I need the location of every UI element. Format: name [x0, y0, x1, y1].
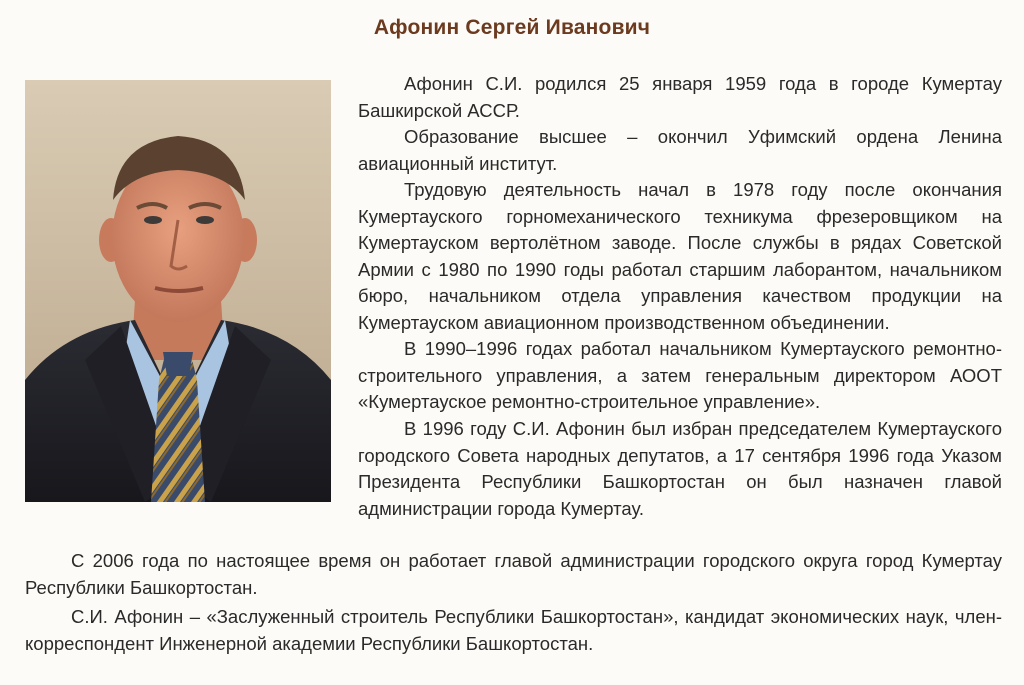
paragraph-1990-1996: В 1990–1996 годах работал начальником Кумертауского ремонтно-строительного управления, а затем генеральным директором АООТ «Кумертауское ремонтно-строительное управление».: [358, 338, 1002, 413]
paragraph-career-start: Трудовую деятельность начал в 1978 году после окончания Кумертауского горномеханического техникума фрезеровщиком на Кумертауском вертолётном заводе. После службы в рядах Советской Армии с 1980 по 1990 годы работал старшим лаборантом, начальником бюро, начальником отдела управления качеством продукции на Кумертауском авиационном производственном объединении.: [358, 179, 1002, 333]
portrait-photo: [25, 80, 331, 502]
paragraph-2006: С 2006 года по настоящее время он работает главой администрации городского округа город Кумертау Республики Башкортостан.: [25, 550, 1002, 598]
document-title: Афонин Сергей Иванович: [373, 16, 651, 39]
paragraph-1996: В 1996 году С.И. Афонин был избран председателем Кумертауского городского Совета народных депутатов, а 17 сентября 1996 года Указом Президента Республики Башкортостан он был назначен главой администрации города Кумертау.: [358, 418, 1002, 519]
paragraph-birth: Афонин С.И. родился 25 января 1959 года в городе Кумертау Башкирской АССР.: [358, 73, 1002, 121]
paragraph-honors: С.И. Афонин – «Заслуженный строитель Республики Башкортостан», кандидат экономических наук, член-корреспондент Инженерной академии Республики Башкортостан.: [25, 606, 1002, 654]
paragraph-education: Образование высшее – окончил Уфимский ордена Ленина авиационный институт.: [358, 126, 1002, 174]
